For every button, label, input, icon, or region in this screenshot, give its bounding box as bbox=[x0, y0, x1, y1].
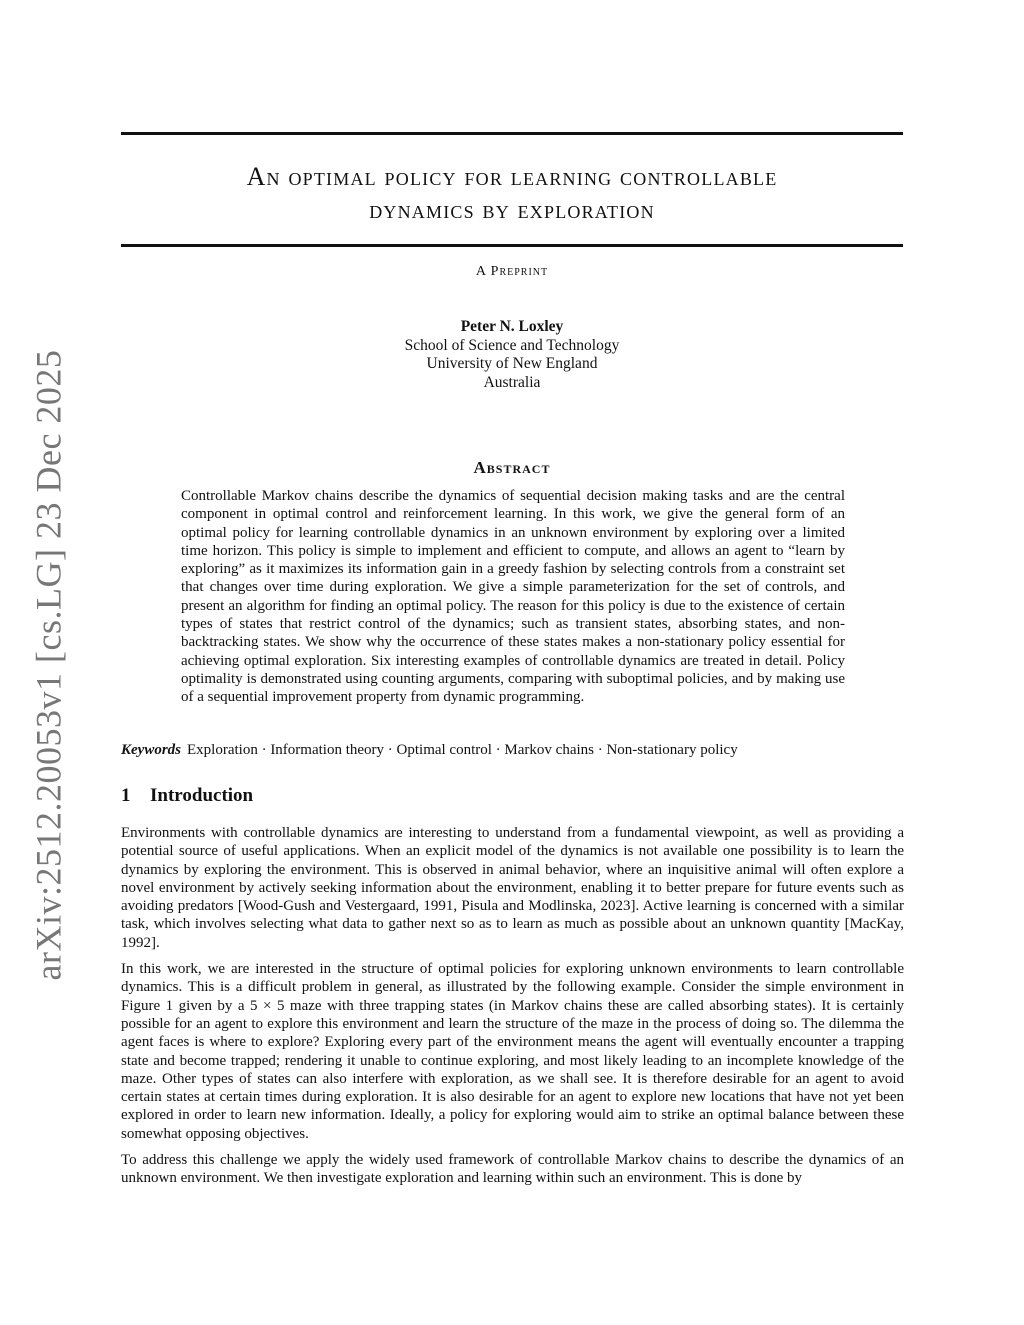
arxiv-sidebar-stamp bbox=[28, 349, 69, 981]
paragraph-2: In this work, we are interested in the structure of optimal policies for exploring unknown environments to learn controllable dynamics. This is a difficult problem in general, as illustrated by the following example. Consider the simple environment in Figure 1 given by a 5 × 5 maze with three trapping states (in Markov chains these are called absorbing states). It is certainly possible for an agent to explore this environment and learn the structure of the maze in the process of doing so. The dilemma the agent faces is where to explore? Exploring every part of the environment means the agent will eventually encounter a trapping state and become trapped; rendering it unable to continue exploring, and most likely leading to an incomplete knowledge of the maze. Other types of states can also interfere with exploration, as we shall see. It is therefore desirable for an agent to avoid certain states at certain times during exploration. It is also desirable for an agent to explore new locations that have not yet been explored in order to learn new information. Ideally, a policy for exploring would aim to strike an optimal balance between these somewhat opposing objectives. bbox=[121, 961, 904, 1142]
section-number: 1 bbox=[121, 785, 131, 806]
section-title: Introduction bbox=[150, 785, 254, 806]
introduction-body bbox=[121, 824, 904, 1196]
title-line-2: dynamics by exploration bbox=[369, 195, 655, 224]
preprint-label: A Preprint bbox=[475, 264, 549, 279]
author-name: Peter N. Loxley bbox=[460, 318, 564, 335]
abstract-heading: Abstract bbox=[473, 458, 551, 477]
paper-title bbox=[121, 160, 903, 226]
paragraph-3: To address this challenge we apply the widely used framework of controllable Markov chains to describe the dynamics of an unknown environment. We then investigate exploration and learning within such an environment. This is done by bbox=[121, 1152, 904, 1187]
title-rule-top bbox=[121, 132, 903, 135]
arxiv-identifier: arXiv:2512.20053v1 [cs.LG] 23 Dec 2025 bbox=[28, 349, 69, 981]
paragraph-1: Environments with controllable dynamics are interesting to understand from a fundamental viewpoint, as well as providing a potential source of useful applications. When an explicit model of the dynamics is not available one possibility is to learn the dynamics by exploring the environment. This is observed in animal behavior, where an inquisitive animal will often explore a novel environment by actively seeking information about the environment, enabling it to better prepare for future events such as avoiding predators [Wood-Gush and Vestergaard, 1991, Pisula and Modlinska, 2023]. Active learning is concerned with a similar task, which involves selecting what data to gather next so as to learn as much as possible about an unknown quantity [MacKay, 1992]. bbox=[121, 825, 904, 951]
keywords-label: Keywords bbox=[121, 742, 181, 758]
author-affiliation-school: School of Science and Technology bbox=[404, 336, 620, 354]
keywords-line bbox=[121, 741, 903, 759]
title-line-1: An optimal policy for learning controllable bbox=[246, 162, 778, 191]
title-rule-bottom bbox=[121, 244, 903, 247]
author-block bbox=[121, 318, 903, 392]
section-heading-introduction bbox=[121, 785, 253, 807]
abstract-text: Controllable Markov chains describe the dynamics of sequential decision making tasks and are the central component in optimal control and reinforcement learning. In this work, we give the general form of an optimal policy for learning controllable dynamics in an unknown environment by exploring over a limited time horizon. This policy is simple to implement and efficient to compute, and allows an agent to “learn by exploring” as it maximizes its information gain in a greedy fashion by selecting controls from a constraint set that changes over time during exploration. We give a simple parameterization for the set of controls, and present an algorithm for finding an optimal policy. The reason for this policy is due to the existence of certain types of states that restrict control of the dynamics; such as transient states, absorbing states, and non-backtracking states. We show why the occurrence of these states makes a non-stationary policy essential for achieving optimal exploration. Six interesting examples of controllable dynamics are treated in detail. Policy optimality is demonstrated using counting arguments, comparing with suboptimal policies, and by making use of a sequential improvement property from dynamic programming. bbox=[181, 488, 845, 706]
keywords-list: Exploration · Information theory · Optimal control · Markov chains · Non-stationary policy bbox=[187, 742, 738, 758]
author-affiliation-university: University of New England bbox=[426, 355, 598, 372]
author-affiliation-country: Australia bbox=[483, 373, 541, 391]
